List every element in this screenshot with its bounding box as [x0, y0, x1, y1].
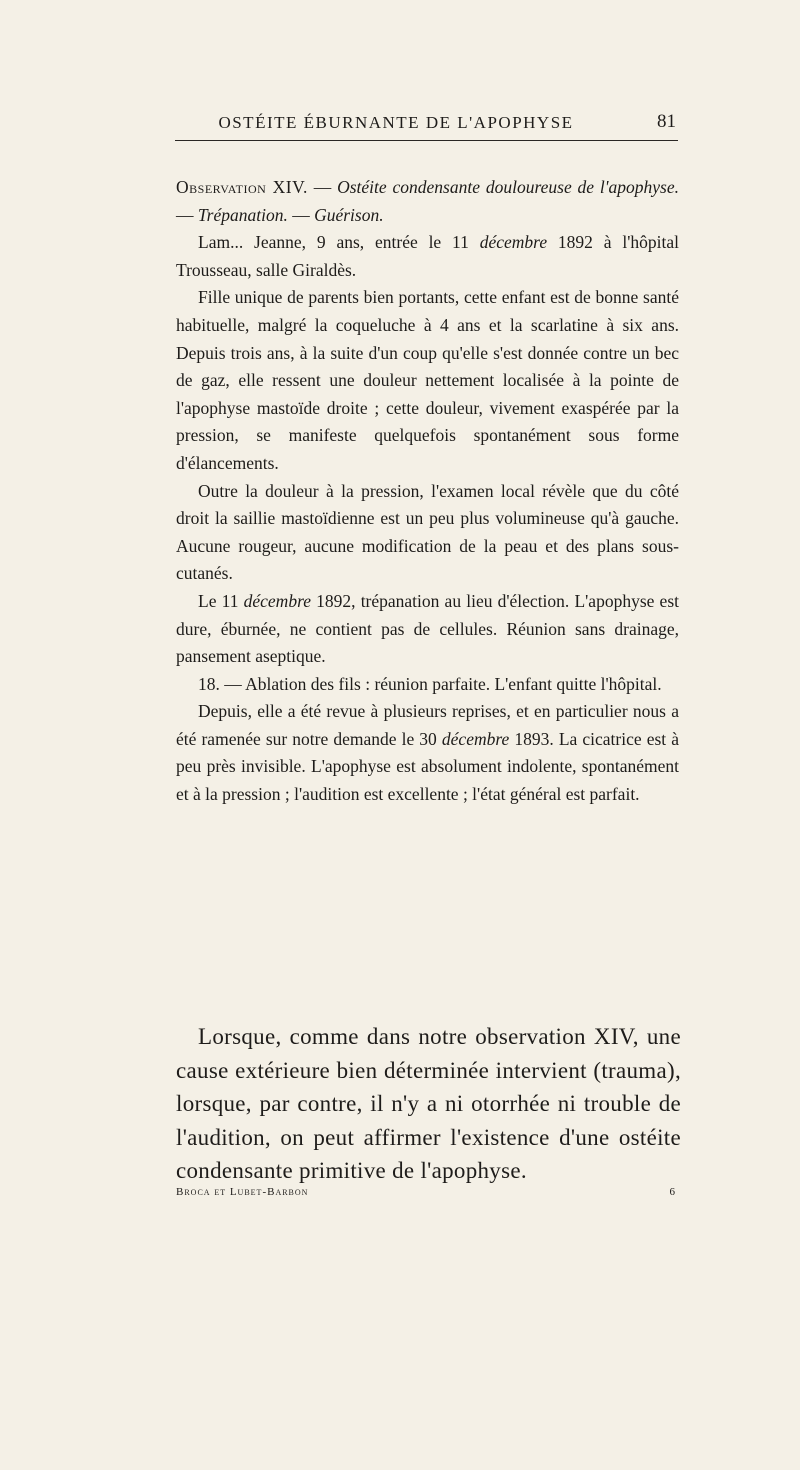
p4-date: décembre [243, 590, 311, 611]
page-header [176, 113, 676, 141]
observation-heading [176, 174, 679, 229]
header-rule [175, 140, 678, 141]
observation-title-1: Ostéite condensante douloureuse de l'apophyse. [337, 177, 679, 197]
p4-text-a: Le 11 [198, 590, 244, 611]
running-title: OSTÉITE ÉBURNANTE DE L'APOPHYSE [218, 113, 574, 132]
signature-mark: 6 [669, 1186, 676, 1198]
heading-dash-3: — [287, 204, 315, 225]
paragraph-trepanation [176, 588, 679, 671]
closing-conclusion [176, 1020, 681, 1188]
p4-text-b: 1892, trépanation au lieu d'élection. L'apophyse est dure, éburnée, ne contient pas de cellules. Réunion sans drainage, pansement aseptique. [176, 590, 679, 667]
paragraph-history: Fille unique de parents bien portants, cette enfant est de bonne santé habituelle, malgré la coqueluche à 4 ans et la scarlatine à six ans. Depuis trois ans, à la suite d'un coup qu'elle s'est donnée contre un bec de gaz, elle ressent une douleur nettement localisée à la pointe de l'apophyse mastoïde droite ; cette douleur, vivement exaspérée par la pression, se manifeste quelquefois spontanément sous forme d'élancements. [176, 287, 679, 473]
paragraph-suture-removal: 18. — Ablation des fils : réunion parfaite. L'enfant quitte l'hôpital. [198, 673, 662, 694]
heading-dash-2: — [176, 204, 198, 225]
observation-title-3: Guérison. [314, 204, 384, 225]
p1-text-b: 1892 à l'hôpital Trousseau, salle Giraldès. [176, 232, 679, 280]
paragraph-patient-admission [176, 229, 679, 284]
observation-body [176, 174, 679, 809]
page-number: 81 [657, 111, 676, 132]
p1-date: décembre [479, 232, 548, 253]
closing-paragraph: Lorsque, comme dans notre observation XIV, une cause extérieure bien déterminée intervient (trauma), lorsque, par contre, il n'y a ni otorrhée ni trouble de l'audition, on peut affirmer l'existence d'une ostéite condensante primitive de l'apophyse. [176, 1024, 681, 1183]
p1-text-a: Lam... Jeanne, 9 ans, entrée le 11 [198, 232, 480, 253]
p6-text-b: 1893. La cicatrice est à peu près invisible. L'apophyse est absolument indolente, spontanément et à la pression ; l'audition est excellente ; l'état général est parfait. [176, 728, 680, 805]
paragraph-follow-up [176, 698, 679, 808]
observation-label: Observation XIV. [176, 177, 308, 197]
page-footer [176, 1186, 676, 1206]
paragraph-examination: Outre la douleur à la pression, l'examen local révèle que du côté droit la saillie mastoïdienne est un peu plus volumineuse qu'à gauche. Aucune rougeur, aucune modification de la peau et des plans sous-cutanés. [176, 480, 679, 584]
p6-date: décembre [441, 728, 510, 749]
p6-text-a: Depuis, elle a été revue à plusieurs reprises, et en particulier nous a été ramenée sur notre demande le 30 [176, 701, 679, 749]
footer-authors: Broca et Lubet-Barbon [176, 1186, 309, 1198]
heading-dash-1: — [307, 177, 338, 197]
observation-title-2: Trépanation. [197, 204, 288, 225]
